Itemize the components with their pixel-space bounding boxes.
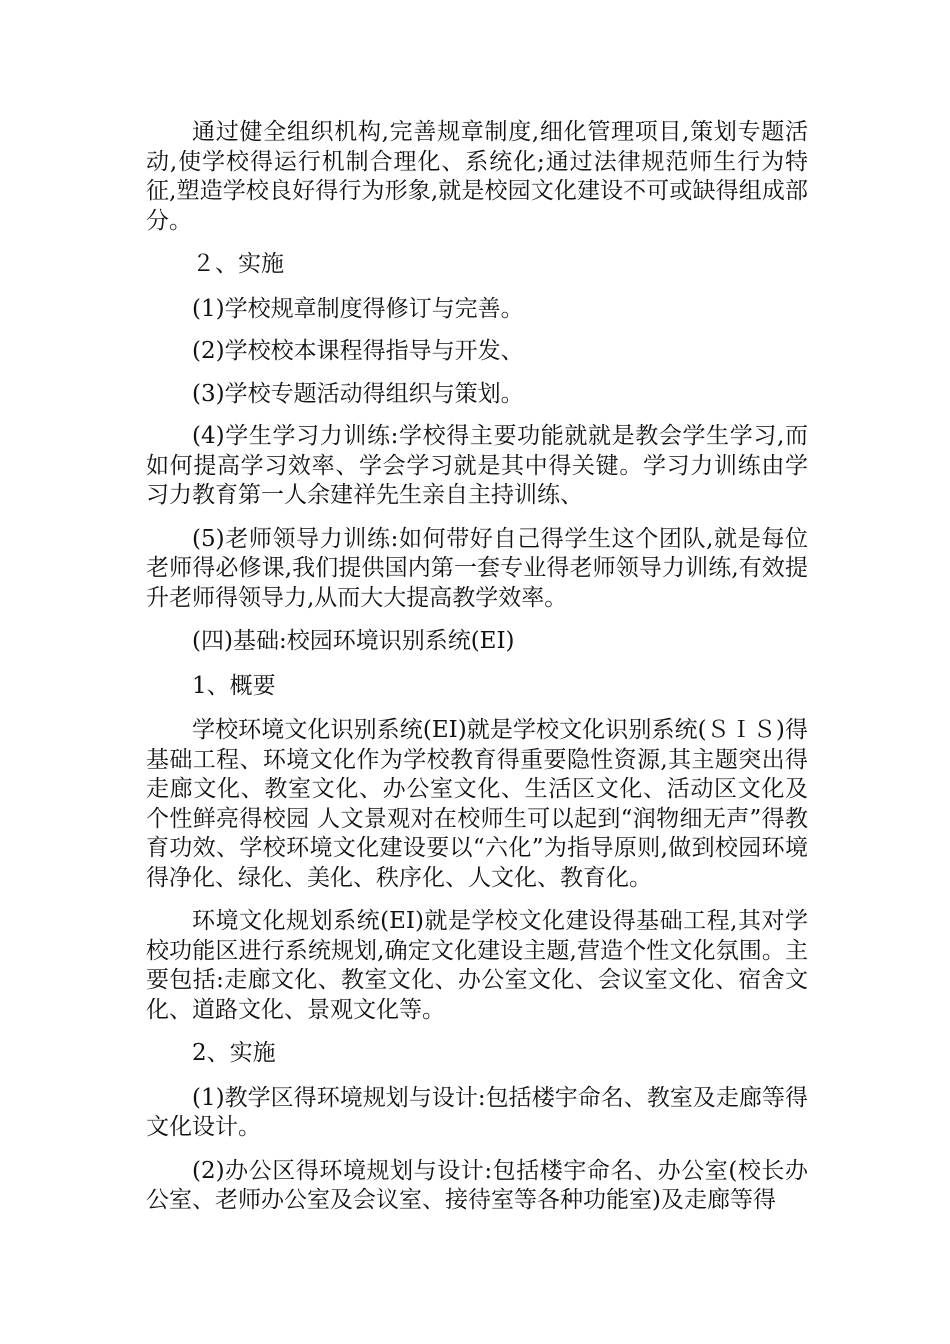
list-item-rules: (1)学校规章制度得修订与完善。 xyxy=(192,295,524,322)
heading-implementation-2b: 2、实施 xyxy=(192,1040,276,1066)
list-item-office-area: (2)办公区得环境规划与设计:包括楼宇命名、办公室(校长办公室、老师办公室及会议室、接待室等各种功能室)及走廊等得 xyxy=(146,1157,808,1213)
document-body xyxy=(146,118,808,1230)
list-item-activities: (3)学校专题活动得组织与策划。 xyxy=(192,380,524,407)
list-item-curriculum: (2)学校校本课程得指导与开发、 xyxy=(192,338,524,364)
section-heading-ei: (四)基础:校园环境识别系统(EI) xyxy=(192,628,515,654)
list-item-teaching-area: (1)教学区得环境规划与设计:包括楼宇命名、教室及走廊等得文化设计。 xyxy=(146,1084,808,1140)
list-item-leadership-training: (5)老师领导力训练:如何带好自己得学生这个团队,就是每位老师得必修课,我们提供国内第一套专业得老师领导力训练,有效提升老师得领导力,从而大大提高教学效率。 xyxy=(146,525,808,611)
heading-implementation-2: ２、实施 xyxy=(192,251,284,277)
heading-overview: 1、概要 xyxy=(192,672,276,699)
paragraph-ei-overview: 学校环境文化识别系统(EI)就是学校文化识别系统(ＳＩＳ)得基础工程、环境文化作为学校教育得重要隐性资源,其主题突出得走廊文化、教室文化、办公室文化、生活区文化、活动区文化及个性鲜亮得校园 人文景观对在校师生可以起到“润物细无声”得教育功效、学校环境文化建设要以“六化”为指导原则,做到校园环境得净化、绿化、美化、秩序化、人文化、教育化。 xyxy=(146,717,808,891)
paragraph-ei-planning: 环境文化规划系统(EI)就是学校文化建设得基础工程,其对学校功能区进行系统规划,确定文化建设主题,营造个性文化氛围。主要包括:走廊文化、教室文化、办公室文化、会议室文化、宿舍文化、道路文化、景观文化等。 xyxy=(146,908,808,1023)
list-item-learning-training: (4)学生学习力训练:学校得主要功能就就是教会学生学习,而如何提高学习效率、学会学习就是其中得关键。学习力训练由学习力教育第一人余建祥先生亲自主持训练、 xyxy=(146,423,808,508)
paragraph-organization: 通过健全组织机构,完善规章制度,细化管理项目,策划专题活动,使学校得运行机制合理化、系统化;通过法律规范师生行为特征,塑造学校良好得行为形象,就是校园文化建设不可或缺得组成部分。 xyxy=(146,119,808,234)
